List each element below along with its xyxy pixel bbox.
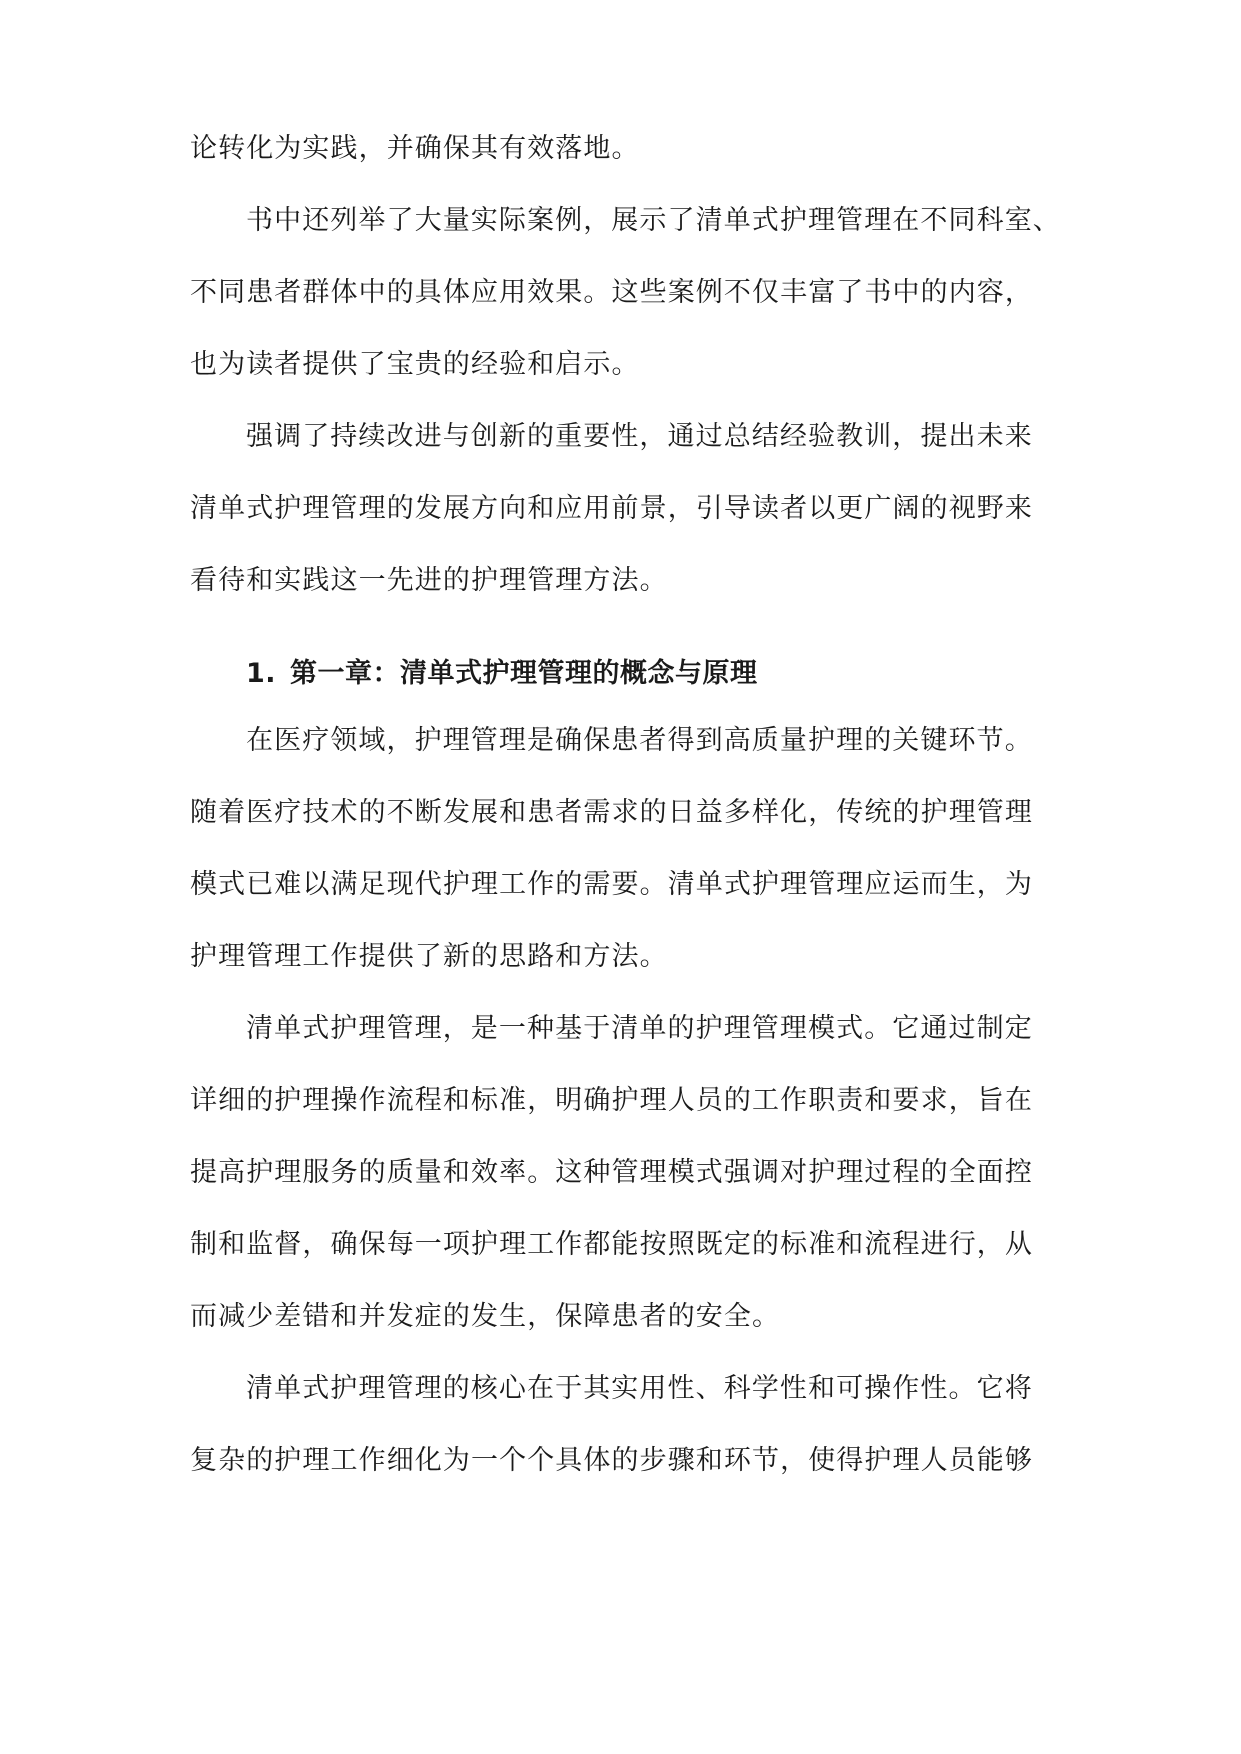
text-line: 复杂的护理工作细化为一个个具体的步骤和环节，使得护理人员能够 <box>190 1445 1033 1476</box>
text-line: 而减少差错和并发症的发生，保障患者的安全。 <box>190 1301 781 1332</box>
text-line: 护理管理工作提供了新的思路和方法。 <box>190 941 668 972</box>
chapter-heading <box>190 655 758 693</box>
text-line: 也为读者提供了宝贵的经验和启示。 <box>190 349 640 380</box>
text-line: 不同患者群体中的具体应用效果。这些案例不仅丰富了书中的内容， <box>190 277 1033 308</box>
paragraph <box>190 130 640 168</box>
text-line: 书中还列举了大量实际案例，展示了清单式护理管理在不同科室、 <box>246 205 1061 236</box>
text-line: 模式已难以满足现代护理工作的需要。清单式护理管理应运而生，为 <box>190 869 1033 900</box>
text-line: 强调了持续改进与创新的重要性，通过总结经验教训，提出未来 <box>246 421 1033 452</box>
text-line: 详细的护理操作流程和标准，明确护理人员的工作职责和要求，旨在 <box>190 1085 1033 1116</box>
text-line: 在医疗领域，护理管理是确保患者得到高质量护理的关键环节。 <box>246 725 1033 756</box>
paragraph <box>190 418 1033 600</box>
paragraph <box>190 722 1033 976</box>
text-line: 看待和实践这一先进的护理管理方法。 <box>190 565 668 596</box>
text-line: 提高护理服务的质量和效率。这种管理模式强调对护理过程的全面控 <box>190 1157 1033 1188</box>
text-line: 制和监督，确保每一项护理工作都能按照既定的标准和流程进行，从 <box>190 1229 1033 1260</box>
heading-number: 1. <box>246 658 277 689</box>
text-line: 清单式护理管理，是一种基于清单的护理管理模式。它通过制定 <box>246 1013 1033 1044</box>
heading-text: 第一章：清单式护理管理的概念与原理 <box>290 658 758 689</box>
text-line: 清单式护理管理的发展方向和应用前景，引导读者以更广阔的视野来 <box>190 493 1033 524</box>
text-line: 论转化为实践，并确保其有效落地。 <box>190 133 640 164</box>
text-line: 随着医疗技术的不断发展和患者需求的日益多样化，传统的护理管理 <box>190 797 1033 828</box>
paragraph <box>190 202 1061 384</box>
text-line: 清单式护理管理的核心在于其实用性、科学性和可操作性。它将 <box>246 1373 1033 1404</box>
paragraph <box>190 1370 1033 1480</box>
paragraph <box>190 1010 1033 1336</box>
